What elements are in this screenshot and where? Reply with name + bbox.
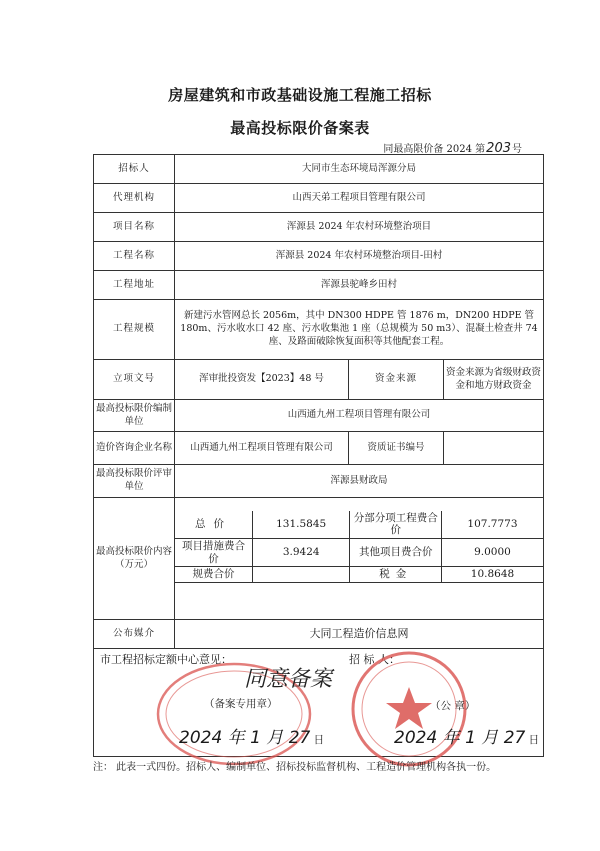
content-label: 最高投标限价内容（万元） xyxy=(94,498,175,620)
price-content-table xyxy=(175,511,543,606)
project-name-label: 项目名称 xyxy=(94,213,175,242)
approval-signature: 同意备案 xyxy=(244,667,333,692)
tenderer-date-handwritten: 2024 年 1 月 27 xyxy=(394,728,526,748)
fund-source-value: 资金来源为省级财政资金和地方财政资金 xyxy=(444,360,544,400)
tax-value: 10.8648 xyxy=(441,567,543,583)
tenderer-date xyxy=(394,727,539,750)
total-price-value: 131.5845 xyxy=(252,511,350,539)
tenderer-date-day: 日 xyxy=(528,734,540,746)
agency-label: 代理机构 xyxy=(94,184,175,213)
address-label: 工程地址 xyxy=(94,271,175,300)
record-prefix: 同最高限价备 2024 第 xyxy=(383,144,486,155)
scale-value: 新建污水管网总长 2056m，其中 DN300 HDPE 管 1876 m，DN200 HDPE 管 180m、污水收水口 42 座、污水收集池 1 座（总规模为 50 m3）、混凝土检查井 74 座、及路面破除恢复面积等其他配套工程。 xyxy=(175,300,544,360)
agency-value: 山西天弟工程项目管理有限公司 xyxy=(175,184,544,213)
record-suffix: 号 xyxy=(512,144,522,155)
engineering-name-label: 工程名称 xyxy=(94,242,175,271)
consult-value: 山西通九州工程项目管理有限公司 xyxy=(175,432,349,465)
measure-fee-label: 项目措施费合价 xyxy=(175,538,252,566)
footnote: 注： 此表一式四份。招标人、编制单位、招标投标监督机构、工程造价管理机构各执一份。 xyxy=(93,762,497,773)
total-price-label: 总价 xyxy=(175,511,252,539)
approval-value: 浑审批投资发【2023】48 号 xyxy=(175,360,349,400)
tenderer-sign-label: 招 标 人： xyxy=(349,653,400,666)
document-title-line2: 最高投标限价备案表 xyxy=(230,119,370,137)
consult-label: 造价咨询企业名称 xyxy=(94,432,175,465)
filing-table xyxy=(93,154,544,757)
reviewer-value: 浑源县财政局 xyxy=(175,465,544,498)
tax-label: 税金 xyxy=(350,567,442,583)
engineering-name-value: 浑源县 2024 年农村环境整治项目-田村 xyxy=(175,242,544,271)
record-number-handwritten: 203 xyxy=(486,141,511,156)
compiler-value: 山西通九州工程项目管理有限公司 xyxy=(175,400,544,432)
reviewer-label: 最高投标限价评审单位 xyxy=(94,465,175,498)
address-value: 浑源县驼峰乡田村 xyxy=(175,271,544,300)
approval-date xyxy=(179,727,324,750)
official-seal-caption: （公 章） xyxy=(430,700,476,712)
approval-date-handwritten: 2024 年 1 月 27 xyxy=(179,728,311,748)
other-fee-label: 其他项目费合价 xyxy=(350,538,442,566)
project-name-value: 浑源县 2024 年农村环境整治项目 xyxy=(175,213,544,242)
approval-date-day: 日 xyxy=(313,734,325,746)
statutory-fee-value xyxy=(252,567,350,583)
sub-item-fee-value: 107.7773 xyxy=(441,511,543,539)
opinion-label: 市工程招标定额中心意见： xyxy=(100,653,232,666)
approval-label: 立项文号 xyxy=(94,360,175,400)
filing-seal-caption: （备案专用章） xyxy=(204,698,278,710)
compiler-label: 最高投标限价编制单位 xyxy=(94,400,175,432)
media-label: 公布媒介 xyxy=(94,620,175,649)
document-title-line1: 房屋建筑和市政基础设施工程施工招标 xyxy=(168,86,432,104)
content-empty-row xyxy=(175,582,543,606)
sub-item-fee-label: 分部分项工程费合价 xyxy=(350,511,442,539)
statutory-fee-label: 规费合价 xyxy=(175,567,252,583)
measure-fee-value: 3.9424 xyxy=(252,538,350,566)
scale-label: 工程规模 xyxy=(94,300,175,360)
tenderer-label: 招标人 xyxy=(94,155,175,184)
other-fee-value: 9.0000 xyxy=(441,538,543,566)
cert-label: 资质证书编号 xyxy=(349,432,444,465)
cert-value xyxy=(444,432,544,465)
media-value: 大同工程造价信息网 xyxy=(175,620,544,649)
approval-block xyxy=(94,649,544,757)
tenderer-value: 大同市生态环境局浑源分局 xyxy=(175,155,544,184)
fund-source-label: 资金来源 xyxy=(349,360,444,400)
